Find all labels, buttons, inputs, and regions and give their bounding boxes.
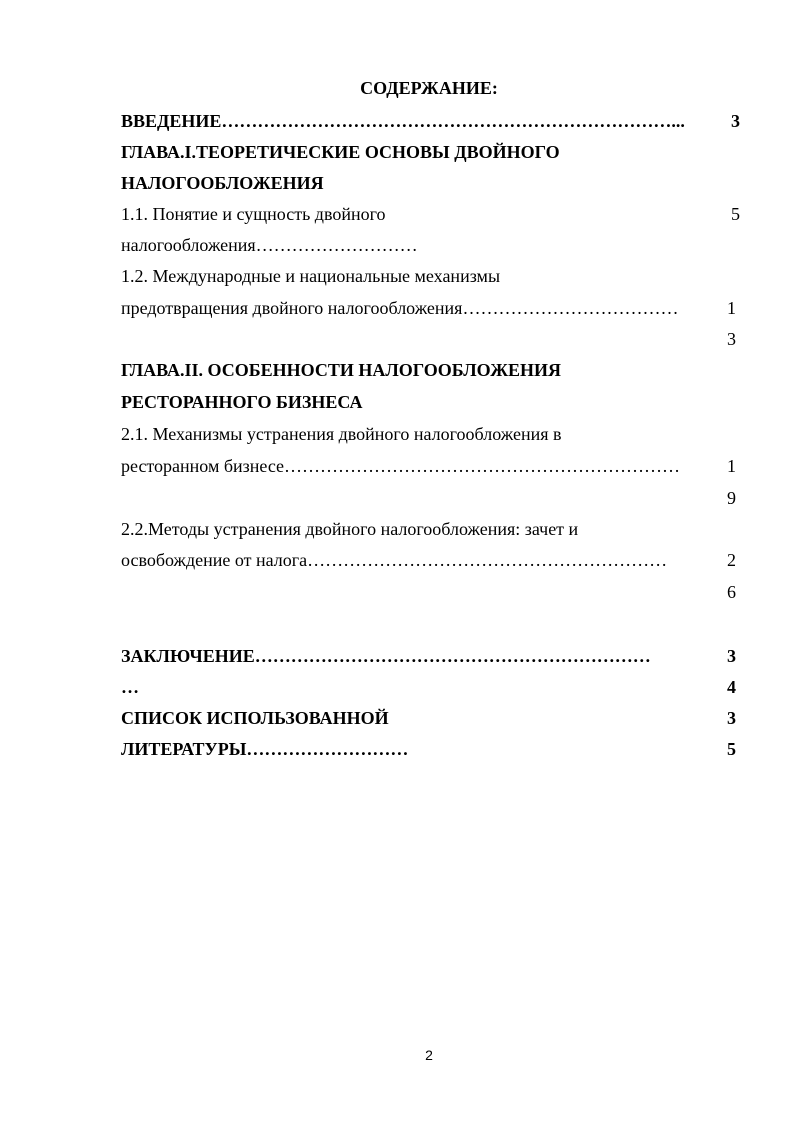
toc-section-2-1-line1: 2.1. Механизмы устранения двойного налогообложения в: [121, 424, 562, 444]
toc-references-line1: СПИСОК ИСПОЛЬЗОВАННОЙ: [121, 708, 389, 728]
toc-section-1-2-line2: предотвращения двойного налогообложения………………………………: [121, 298, 679, 318]
toc-page-section-1-1: 5: [731, 204, 740, 224]
toc-chapter1-line2: НАЛОГООБЛОЖЕНИЯ: [121, 173, 324, 193]
toc-section-1-1-line1: 1.1. Понятие и сущность двойного: [121, 204, 386, 224]
toc-page-references-a: 3: [727, 708, 736, 728]
toc-section-2-1-line2: ресторанном бизнесе…………………………………………………………: [121, 456, 681, 476]
toc-section-2-2-line2: освобождение от налога……………………………………………………: [121, 550, 668, 570]
toc-page-section-1-2-a: 1: [727, 298, 736, 318]
toc-page-conclusion-b: 4: [727, 677, 736, 697]
toc-page-conclusion-a: 3: [727, 646, 736, 666]
toc-page-references-b: 5: [727, 739, 736, 759]
toc-section-1-1-line2: налогообложения………………………: [121, 235, 418, 255]
toc-page-section-2-2-a: 2: [727, 550, 736, 570]
toc-page-section-2-1-b: 9: [727, 488, 736, 508]
toc-page-section-2-1-a: 1: [727, 456, 736, 476]
toc-references-line2: ЛИТЕРАТУРЫ………………………: [121, 739, 409, 759]
toc-entry-intro: ВВЕДЕНИЕ…………………………………………………………………...: [121, 111, 685, 131]
toc-page-section-1-2-b: 3: [727, 329, 736, 349]
toc-conclusion-line1: ЗАКЛЮЧЕНИЕ…………………………………………………………: [121, 646, 651, 666]
toc-conclusion-line2: …: [121, 677, 139, 697]
toc-chapter1-line1: ГЛАВА.I.ТЕОРЕТИЧЕСКИЕ ОСНОВЫ ДВОЙНОГО: [121, 142, 560, 162]
toc-section-2-2-line1: 2.2.Методы устранения двойного налогообложения: зачет и: [121, 519, 579, 539]
toc-page-section-2-2-b: 6: [727, 582, 736, 602]
toc-chapter2-line2: РЕСТОРАННОГО БИЗНЕСА: [121, 392, 363, 412]
toc-section-1-2-line1: 1.2. Международные и национальные механизмы: [121, 266, 501, 286]
toc-title: СОДЕРЖАНИЕ:: [360, 78, 498, 98]
page-number: 2: [425, 1047, 433, 1063]
toc-chapter2-line1: ГЛАВА.II. ОСОБЕННОСТИ НАЛОГООБЛОЖЕНИЯ: [121, 360, 562, 380]
toc-page-intro: 3: [731, 111, 740, 131]
